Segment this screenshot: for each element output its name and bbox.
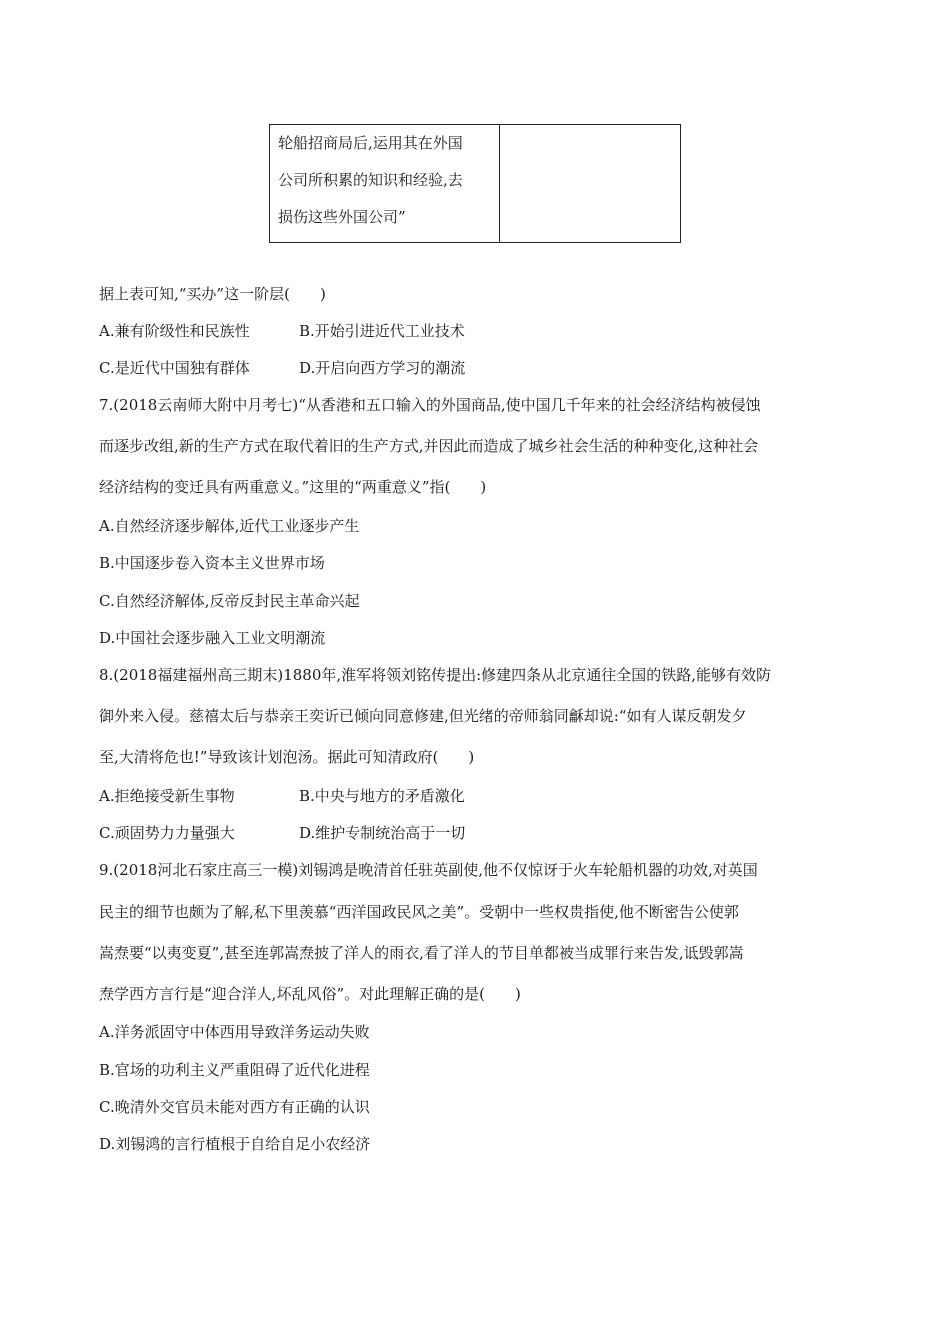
option-c: C.是近代中国独有群体 [99, 359, 250, 377]
option-d: D.开启向西方学习的潮流 [299, 359, 466, 377]
question-9-stem-line: 民主的细节也颇为了解,私下里羡慕“西洋国政民风之美”。受朝中一些权贵指使,他不断密告公使郭 [99, 903, 739, 921]
option-b: B.中央与地方的矛盾激化 [299, 787, 465, 805]
question-6-options-row-2 [99, 358, 465, 378]
question-8-stem-line: 至,大清将危也!”导致该计划泡汤。据此可知清政府( ) [99, 748, 475, 766]
option-c: C.自然经济解体,反帝反封民主革命兴起 [99, 592, 360, 610]
question-8-options-row-1 [99, 786, 465, 806]
question-8-stem-line: 御外来入侵。慈禧太后与恭亲王奕䜣已倾向同意修建,但光绪的帝师翁同龢却说:“如有人谋反朝发夕 [99, 707, 747, 725]
question-6-stem: 据上表可知,“买办”这一阶层( ) [99, 285, 326, 303]
question-9-stem-line: 9.(2018河北石家庄高三一模)刘锡鸿是晚清首任驻英副使,他不仅惊讶于火车轮船机器的功效,对英国 [99, 861, 758, 879]
question-8-options-row-2 [99, 823, 465, 843]
option-b: B.中国逐步卷入资本主义世界市场 [99, 554, 325, 572]
question-7-stem-line: 7.(2018云南师大附中月考七)“从香港和五口输入的外国商品,使中国几千年来的社会经济结构被侵蚀 [99, 396, 761, 414]
option-c: C.晚清外交官员未能对西方有正确的认识 [99, 1098, 370, 1116]
table-cell-line: 公司所积累的知识和经验,去 [278, 171, 463, 189]
quote-table-fragment [269, 124, 681, 243]
option-a: A.兼有阶级性和民族性 [99, 322, 250, 340]
question-7-stem-line: 而逐步改组,新的生产方式在取代着旧的生产方式,并因此而造成了城乡社会生活的种种变化,这种社会 [99, 437, 759, 455]
question-9-stem-line: 嵩焘要“以夷变夏”,甚至连郭嵩焘披了洋人的雨衣,看了洋人的节目单都被当成罪行来告发,诋毁郭嵩 [99, 944, 744, 962]
option-d: D.维护专制统治高于一切 [299, 824, 466, 842]
table-cell-line: 损伤这些外国公司” [278, 208, 406, 226]
question-9-stem-line: 焘学西方言行是“迎合洋人,坏乱风俗”。对此理解正确的是( ) [99, 985, 521, 1003]
question-7-stem-line: 经济结构的变迁具有两重意义。”这里的“两重意义”指( ) [99, 478, 487, 496]
question-6-options-row-1 [99, 321, 465, 341]
table-cell-empty [500, 125, 680, 242]
option-d: D.刘锡鸿的言行植根于自给自足小农经济 [99, 1135, 371, 1153]
option-a: A.洋务派固守中体西用导致洋务运动失败 [99, 1023, 370, 1041]
question-8-stem-line: 8.(2018福建福州高三期末)1880年,淮军将领刘铭传提出:修建四条从北京通往全国的铁路,能够有效防 [99, 666, 771, 684]
option-d: D.中国社会逐步融入工业文明潮流 [99, 629, 326, 647]
table-cell-line: 轮船招商局后,运用其在外国 [278, 134, 463, 152]
table-cell-quote [270, 125, 500, 242]
option-b: B.官场的功利主义严重阻碍了近代化进程 [99, 1061, 370, 1079]
option-a: A.拒绝接受新生事物 [99, 787, 235, 805]
option-a: A.自然经济逐步解体,近代工业逐步产生 [99, 517, 360, 535]
option-c: C.顽固势力力量强大 [99, 824, 235, 842]
option-b: B.开始引进近代工业技术 [299, 322, 465, 340]
